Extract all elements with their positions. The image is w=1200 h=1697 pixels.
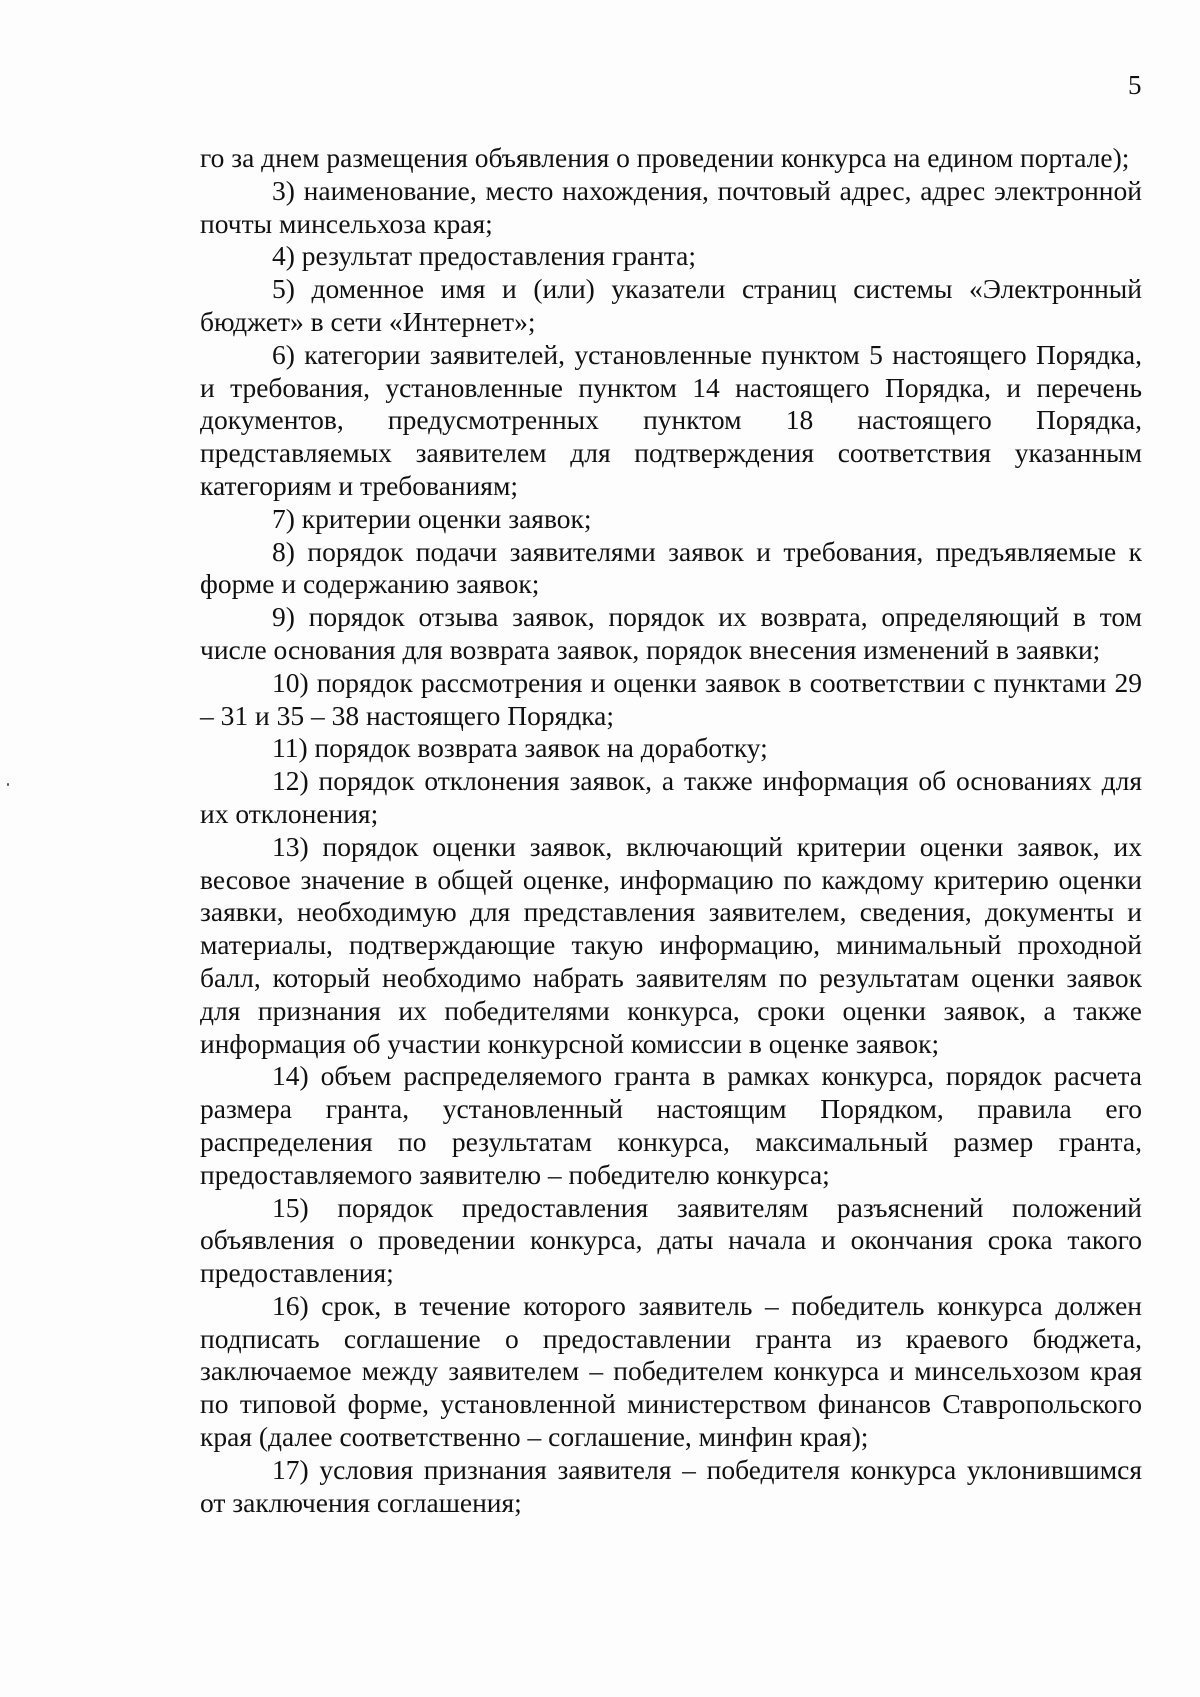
list-item-3: 3) наименование, место нахождения, почтовый адрес, адрес электронной почты минсельхоза края; — [200, 174, 1142, 239]
document-body — [200, 142, 1142, 1519]
list-item-12: 12) порядок отклонения заявок, а также информация об основаниях для их отклонения; — [200, 765, 1142, 829]
list-item-9: 9) порядок отзыва заявок, порядок их возврата, определяющий в том числе основания для возврата заявок, порядок внесения изменений в заявки; — [200, 601, 1142, 665]
list-item-14: 14) объем распределяемого гранта в рамках конкурса, порядок расчета размера гранта, установленный настоящим Порядком, правила его распределения по результатам конкурса, максимальный размер гранта, предоставляемого заявителю – победителю конкурса; — [200, 1060, 1142, 1190]
scan-speck — [7, 783, 9, 786]
list-item-7: 7) критерии оценки заявок; — [272, 502, 592, 534]
list-item-6: 6) категории заявителей, установленные пунктом 5 настоящего Порядка, и требования, установленные пунктом 14 настоящего Порядка, и перечень документов, предусмотренных пунктом 18 настоящего Порядка, представляемых заявителем для подтверждения соответствия указанным категориям и требованиям; — [200, 338, 1142, 501]
list-item-10: 10) порядок рассмотрения и оценки заявок в соответствии с пунктами 29 – 31 и 35 – 38 настоящего Порядка; — [200, 666, 1142, 731]
list-item-17: 17) условия признания заявителя – победителя конкурса уклонившимся от заключения соглашения; — [200, 1453, 1142, 1518]
page-number: 5 — [1128, 70, 1142, 100]
paragraph-continuation: го за днем размещения объявления о проведении конкурса на едином портале); — [200, 142, 1130, 173]
list-item-13: 13) порядок оценки заявок, включающий критерии оценки заявок, их весовое значение в общей оценке, информацию по каждому критерию оценки заявки, необходимую для представления заявителем, сведения, документы и материалы, подтверждающие такую информацию, минимальный проходной балл, который необходимо набрать заявителям по результатам оценки заявок для признания их победителями конкурса, сроки оценки заявок, а также информация об участии конкурсной комиссии в оценке заявок; — [200, 830, 1142, 1059]
list-item-15: 15) порядок предоставления заявителям разъяснений положений объявления о проведении конкурса, даты начала и окончания срока такого предоставления; — [200, 1191, 1142, 1289]
list-item-8: 8) порядок подачи заявителями заявок и требования, предъявляемые к форме и содержанию заявок; — [200, 535, 1142, 600]
list-item-5: 5) доменное имя и (или) указатели страниц системы «Электронный бюджет» в сети «Интернет»; — [200, 273, 1142, 337]
list-item-4: 4) результат предоставления гранта; — [272, 240, 697, 272]
list-item-16: 16) срок, в течение которого заявитель – победитель конкурса должен подписать соглашение о предоставлении гранта из краевого бюджета, заключаемое между заявителем – победителем конкурса и минсельхозом края по типовой форме, установленной министерством финансов Ставропольского края (далее соответственно – соглашение, минфин края); — [200, 1289, 1142, 1453]
list-item-11: 11) порядок возврата заявок на доработку; — [272, 732, 768, 764]
